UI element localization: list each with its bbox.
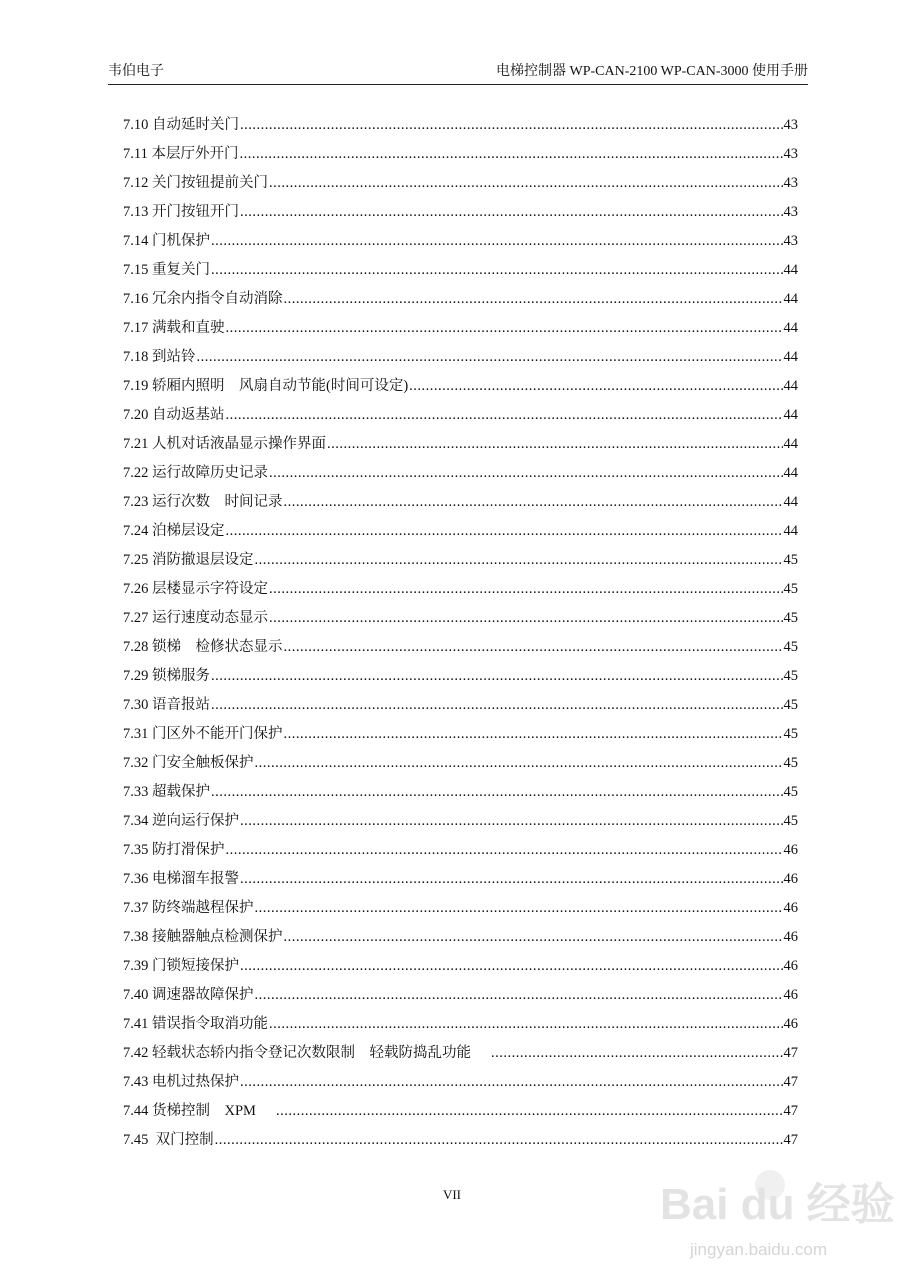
toc-entry[interactable] — [123, 577, 798, 606]
dot-leader — [409, 378, 782, 395]
dot-leader — [255, 552, 783, 569]
page-number: VII — [442, 1187, 462, 1202]
dot-leader — [284, 291, 783, 308]
dot-leader — [211, 784, 783, 801]
dot-leader — [255, 900, 783, 917]
toc-entry-title: 7.32 门安全触板保护 — [123, 755, 254, 771]
dot-leader — [197, 349, 783, 366]
toc-entry[interactable] — [123, 1099, 798, 1128]
toc-entry[interactable] — [123, 693, 798, 722]
toc-entry-page: 45 — [783, 784, 798, 800]
toc-entry-title: 7.26 层楼显示字符设定 — [123, 581, 268, 597]
dot-leader — [255, 755, 783, 772]
toc-entry[interactable] — [123, 780, 798, 809]
toc-entry-title: 7.10 自动延时关门 — [123, 117, 239, 133]
toc-entry-page: 46 — [783, 987, 798, 1003]
toc-entry-page: 46 — [783, 871, 798, 887]
toc-entry-title: 7.44 货梯控制 XPM — [123, 1103, 256, 1119]
toc-entry[interactable] — [123, 867, 798, 896]
toc-entry[interactable] — [123, 490, 798, 519]
dot-leader — [211, 233, 783, 250]
toc-entry-page: 43 — [783, 233, 798, 249]
table-of-contents — [123, 113, 798, 1157]
toc-entry-page: 47 — [783, 1074, 798, 1090]
toc-entry[interactable] — [123, 1070, 798, 1099]
toc-entry-title: 7.40 调速器故障保护 — [123, 987, 254, 1003]
toc-entry-title: 7.45 双门控制 — [123, 1132, 214, 1148]
toc-entry-page: 45 — [783, 668, 798, 684]
toc-entry[interactable] — [123, 142, 798, 171]
toc-entry-page: 47 — [783, 1132, 798, 1148]
toc-entry[interactable] — [123, 113, 798, 142]
toc-entry-title: 7.15 重复关门 — [123, 262, 210, 278]
dot-leader — [491, 1045, 783, 1062]
dot-leader — [226, 407, 783, 424]
toc-entry-title: 7.17 满载和直驶 — [123, 320, 225, 336]
page-header — [108, 62, 808, 85]
toc-entry-page: 43 — [783, 175, 798, 191]
toc-entry-page: 45 — [783, 813, 798, 829]
toc-entry-page: 43 — [783, 146, 798, 162]
dot-leader — [269, 175, 783, 192]
toc-entry-page: 45 — [783, 610, 798, 626]
toc-entry-title: 7.18 到站铃 — [123, 349, 196, 365]
toc-entry[interactable] — [123, 171, 798, 200]
toc-entry-page: 46 — [783, 958, 798, 974]
toc-entry[interactable] — [123, 1041, 798, 1070]
toc-entry-page: 44 — [783, 436, 798, 452]
dot-leader — [240, 204, 783, 221]
toc-entry-page: 44 — [783, 291, 798, 307]
toc-entry[interactable] — [123, 954, 798, 983]
toc-entry[interactable] — [123, 432, 798, 461]
toc-entry-title: 7.29 锁梯服务 — [123, 668, 210, 684]
toc-entry-page: 44 — [783, 494, 798, 510]
toc-entry[interactable] — [123, 606, 798, 635]
dot-leader — [226, 320, 783, 337]
toc-entry[interactable] — [123, 461, 798, 490]
toc-entry[interactable] — [123, 751, 798, 780]
toc-entry-page: 44 — [783, 349, 798, 365]
toc-entry-page: 45 — [783, 581, 798, 597]
dot-leader — [284, 929, 783, 946]
dot-leader — [269, 581, 783, 598]
dot-leader — [239, 146, 782, 163]
toc-entry-page: 46 — [783, 842, 798, 858]
toc-entry[interactable] — [123, 635, 798, 664]
dot-leader — [211, 668, 783, 685]
toc-entry-title: 7.27 运行速度动态显示 — [123, 610, 268, 626]
toc-entry-title: 7.42 轻载状态轿内指令登记次数限制 轻载防捣乱功能 — [123, 1045, 471, 1061]
dot-leader — [327, 436, 783, 453]
toc-entry-page: 46 — [783, 1016, 798, 1032]
toc-entry[interactable] — [123, 287, 798, 316]
dot-leader — [240, 813, 783, 830]
dot-leader — [269, 1016, 783, 1033]
toc-entry[interactable] — [123, 722, 798, 751]
toc-entry-title: 7.19 轿厢内照明 风扇自动节能(时间可设定) — [123, 378, 409, 394]
toc-entry[interactable] — [123, 896, 798, 925]
toc-entry-title: 7.35 防打滑保护 — [123, 842, 225, 858]
toc-entry-page: 43 — [783, 204, 798, 220]
toc-entry-title: 7.21 人机对话液晶显示操作界面 — [123, 436, 326, 452]
toc-entry-title: 7.22 运行故障历史记录 — [123, 465, 268, 481]
toc-entry-title: 7.34 逆向运行保护 — [123, 813, 239, 829]
toc-entry[interactable] — [123, 316, 798, 345]
dot-leader — [211, 262, 783, 279]
toc-entry-page: 47 — [783, 1103, 798, 1119]
toc-entry[interactable] — [123, 838, 798, 867]
dot-leader — [255, 987, 783, 1004]
toc-entry[interactable] — [123, 519, 798, 548]
dot-leader — [226, 523, 783, 540]
toc-entry-page: 45 — [783, 755, 798, 771]
toc-entry-title: 7.28 锁梯 检修状态显示 — [123, 639, 283, 655]
toc-entry[interactable] — [123, 1128, 798, 1157]
dot-leader — [215, 1132, 783, 1149]
toc-entry-page: 46 — [783, 929, 798, 945]
toc-entry-page: 46 — [783, 900, 798, 916]
dot-leader — [240, 958, 783, 975]
toc-entry-title: 7.43 电机过热保护 — [123, 1074, 239, 1090]
toc-entry-title: 7.23 运行次数 时间记录 — [123, 494, 283, 510]
dot-leader — [284, 639, 783, 656]
toc-entry[interactable] — [123, 229, 798, 258]
toc-entry[interactable] — [123, 374, 798, 403]
toc-entry[interactable] — [123, 925, 798, 954]
toc-entry-title: 7.36 电梯溜车报警 — [123, 871, 239, 887]
dot-leader — [284, 726, 783, 743]
dot-leader — [269, 465, 783, 482]
toc-entry-title: 7.16 冗余内指令自动消除 — [123, 291, 283, 307]
toc-entry-page: 45 — [783, 639, 798, 655]
toc-entry-title: 7.25 消防撤退层设定 — [123, 552, 254, 568]
toc-entry[interactable] — [123, 664, 798, 693]
baidu-watermark — [660, 1170, 895, 1275]
dot-leader — [240, 1074, 783, 1091]
dot-leader — [226, 842, 783, 859]
dot-leader — [276, 1103, 783, 1120]
toc-entry-title: 7.20 自动返基站 — [123, 407, 225, 423]
dot-leader — [284, 494, 783, 511]
toc-entry-title: 7.38 接触器触点检测保护 — [123, 929, 283, 945]
toc-entry-title: 7.33 超载保护 — [123, 784, 210, 800]
toc-entry[interactable] — [123, 1012, 798, 1041]
toc-entry-title: 7.37 防终端越程保护 — [123, 900, 254, 916]
toc-entry[interactable] — [123, 258, 798, 287]
toc-entry-page: 44 — [783, 262, 798, 278]
toc-entry-title: 7.11 本层厅外开门 — [123, 146, 239, 162]
toc-entry-page: 44 — [783, 407, 798, 423]
dot-leader — [240, 871, 783, 888]
manual-title: 电梯控制器 WP-CAN-2100 WP-CAN-3000 使用手册 — [495, 64, 808, 79]
toc-entry-title: 7.24 泊梯层设定 — [123, 523, 225, 539]
toc-entry-page: 44 — [783, 320, 798, 336]
toc-entry-page: 44 — [783, 523, 798, 539]
toc-entry[interactable] — [123, 200, 798, 229]
toc-entry[interactable] — [123, 809, 798, 838]
toc-entry-title: 7.39 门锁短接保护 — [123, 958, 239, 974]
watermark-logo: Bai du 经验 — [660, 1180, 895, 1229]
toc-entry-title: 7.14 门机保护 — [123, 233, 210, 249]
toc-entry[interactable] — [123, 548, 798, 577]
dot-leader — [240, 117, 783, 134]
watermark-url: jingyan.baidu.com — [690, 1240, 828, 1259]
toc-entry-title: 7.30 语音报站 — [123, 697, 210, 713]
toc-entry-page: 44 — [783, 465, 798, 481]
toc-entry-page: 43 — [783, 117, 798, 133]
toc-entry-title: 7.13 开门按钮开门 — [123, 204, 239, 220]
toc-entry[interactable] — [123, 983, 798, 1012]
dot-leader — [269, 610, 783, 627]
toc-entry-title: 7.12 关门按钮提前关门 — [123, 175, 268, 191]
toc-entry[interactable] — [123, 345, 798, 374]
toc-entry-page: 45 — [783, 552, 798, 568]
company-name: 韦伯电子 — [108, 64, 164, 79]
dot-leader — [211, 697, 783, 714]
toc-entry-title: 7.31 门区外不能开门保护 — [123, 726, 283, 742]
toc-entry[interactable] — [123, 403, 798, 432]
toc-entry-page: 47 — [783, 1045, 798, 1061]
toc-entry-title: 7.41 错误指令取消功能 — [123, 1016, 268, 1032]
toc-entry-page: 45 — [783, 726, 798, 742]
toc-entry-page: 45 — [783, 697, 798, 713]
toc-entry-page: 44 — [783, 378, 798, 394]
